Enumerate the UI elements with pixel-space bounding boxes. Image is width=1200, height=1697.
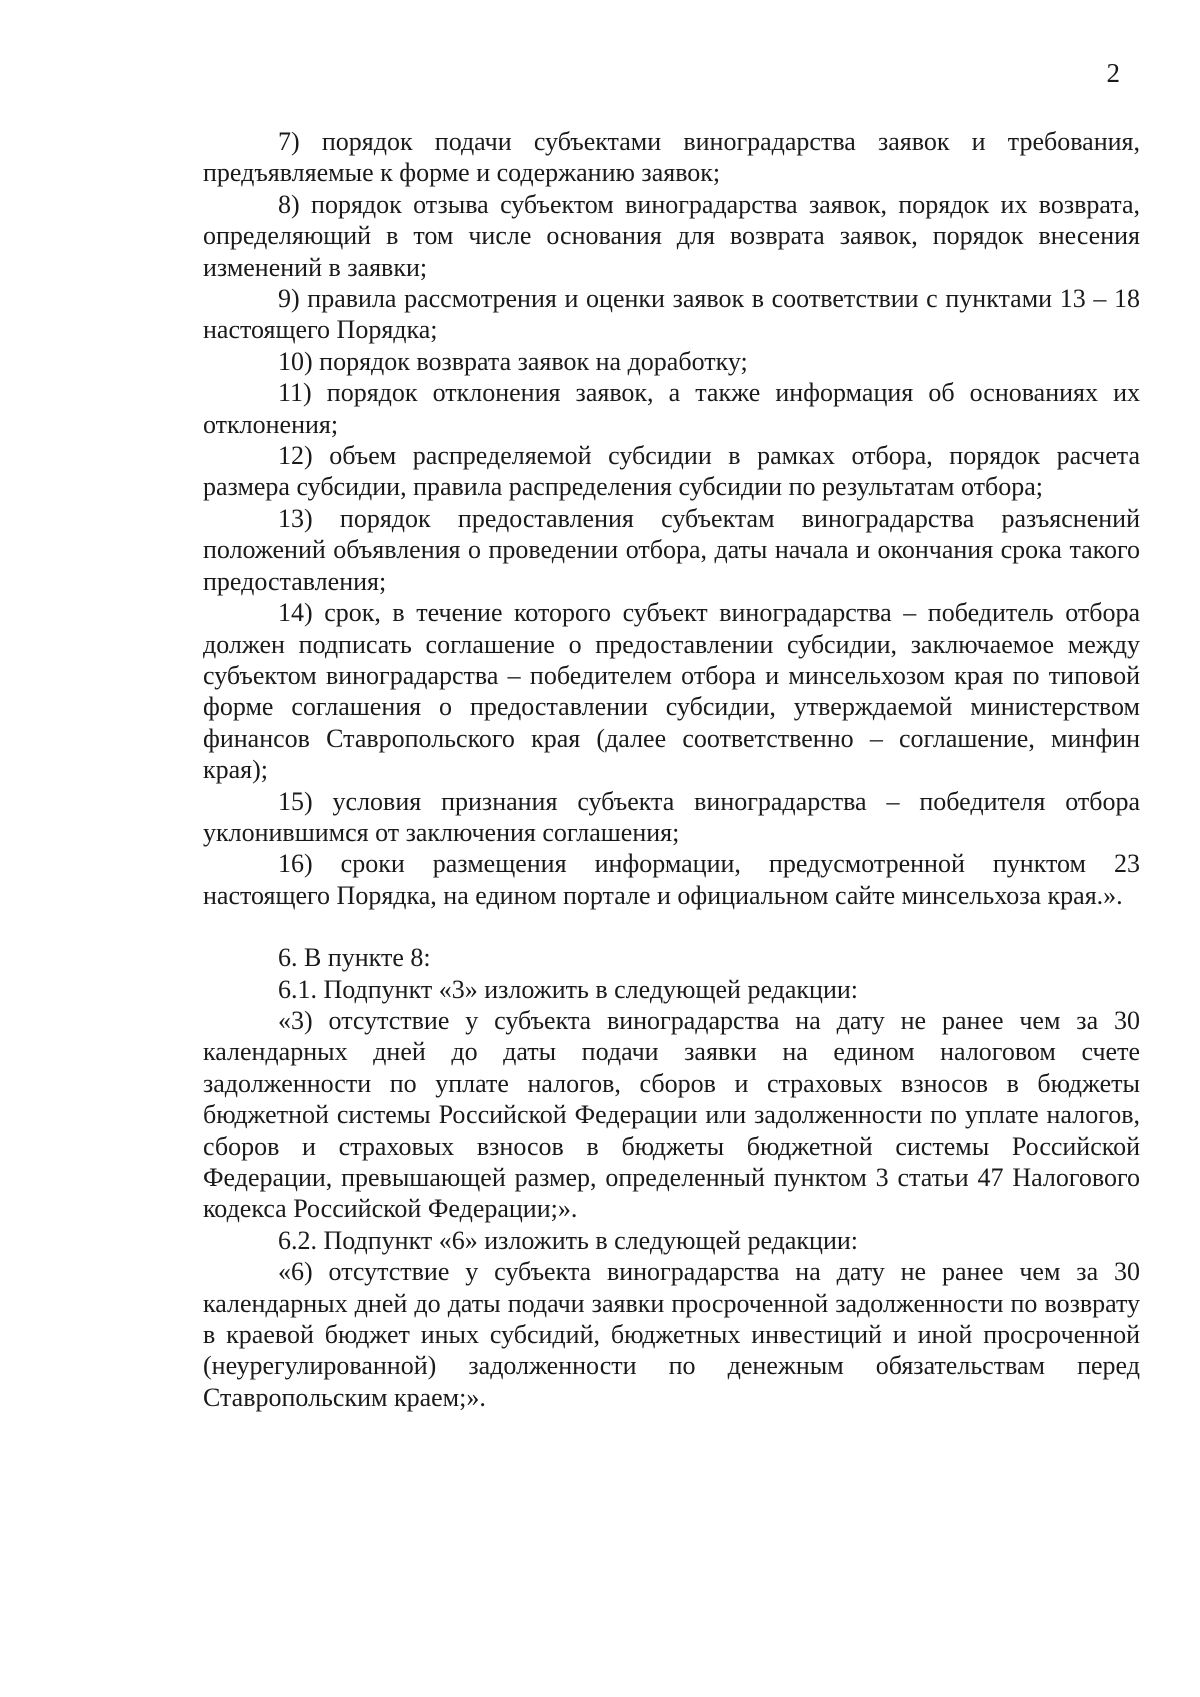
list-item-13: 13) порядок предоставления субъектам виноградарства разъяснений положений объявления о проведении отбора, даты начала и окончания срока такого предоставления; bbox=[203, 503, 1140, 596]
list-item-14: 14) срок, в течение которого субъект виноградарства – победитель отбора должен подписать соглашение о предоставлении субсидии, заключаемое между субъектом виноградарства – победителем отбора и минсельхозом края по типовой форме соглашения о предоставлении субсидии, утверждаемой министерством финансов Ставропольского края (далее соответственно – соглашение, минфин края); bbox=[203, 598, 1140, 785]
list-item-15: 15) условия признания субъекта виноградарства – победителя отбора уклонившимся от заключения соглашения; bbox=[203, 786, 1140, 847]
list-item-16: 16) сроки размещения информации, предусмотренной пунктом 23 настоящего Порядка, на едином портале и официальном сайте минсельхоза края.». bbox=[203, 849, 1140, 910]
paragraph-gap bbox=[203, 911, 1140, 942]
list-item-7: 7) порядок подачи субъектами виноградарства заявок и требования, предъявляемые к форме и содержанию заявок; bbox=[203, 127, 1140, 188]
list-item-11: 11) порядок отклонения заявок, а также информация об основаниях их отклонения; bbox=[203, 378, 1140, 439]
page-number: 2 bbox=[1106, 58, 1120, 88]
list-item-12: 12) объем распределяемой субсидии в рамках отбора, порядок расчета размера субсидии, правила распределения субсидии по результатам отбора; bbox=[203, 441, 1140, 502]
subsection-6-1-text: «3) отсутствие у субъекта виноградарства на дату не ранее чем за 30 календарных дней до даты подачи заявки на едином налоговом счете задолженности по уплате налогов, сборов и страховых взносов в бюджеты бюджетной системы Российской Федерации или задолженности по уплате налогов, сборов и страховых взносов в бюджеты бюджетной системы Российской Федерации, превышающей размер, определенный пунктом 3 статьи 47 Налогового кодекса Российской Федерации;». bbox=[203, 1005, 1140, 1224]
subsection-6-2-text: «6) отсутствие у субъекта виноградарства на дату не ранее чем за 30 календарных дней до даты подачи заявки просроченной задолженности по возврату в краевой бюджет иных субсидий, бюджетных инвестиций и иной просроченной (неурегулированной) задолженности по денежным обязательствам перед Ставропольским краем;». bbox=[203, 1257, 1140, 1412]
list-item-8: 8) порядок отзыва субъектом виноградарства заявок, порядок их возврата, определяющий в том числе основания для возврата заявок, порядок внесения изменений в заявки; bbox=[203, 189, 1140, 282]
subsection-6-2-heading: 6.2. Подпункт «6» изложить в следующей редакции: bbox=[278, 1225, 859, 1255]
list-item-10: 10) порядок возврата заявок на доработку; bbox=[278, 346, 748, 376]
document-body bbox=[203, 126, 1140, 1413]
section-6-heading: 6. В пункте 8: bbox=[278, 943, 431, 973]
list-item-9: 9) правила рассмотрения и оценки заявок в соответствии с пунктами 13 – 18 настоящего Порядка; bbox=[203, 284, 1140, 345]
subsection-6-1-heading: 6.1. Подпункт «3» изложить в следующей редакции: bbox=[278, 974, 859, 1004]
